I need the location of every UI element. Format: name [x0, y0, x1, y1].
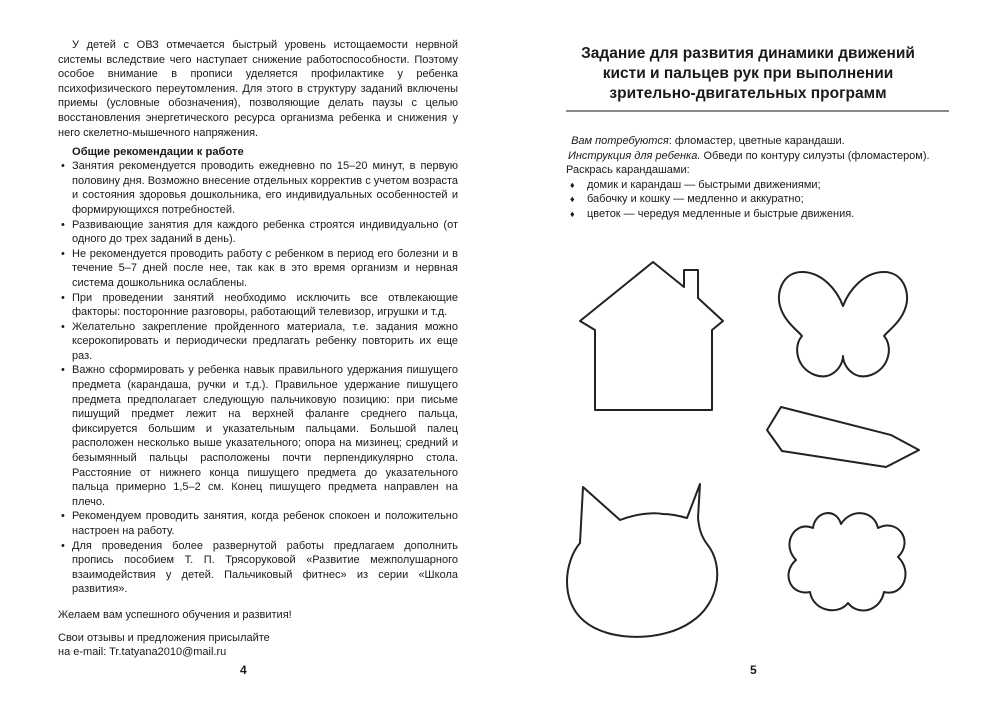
- pencil-shape[interactable]: [767, 407, 919, 467]
- intro-paragraph: У детей с ОВЗ отмечается быстрый уровень истощаемости нервной системы вследствие чего наступает снижение работоспособности. Поэтому особое внимание в прописи уделяется профилактике у ребенка психофизического переутомления. Для этого в структуру заданий включены приемы (условные обозначения), позволяющие делать паузы с целью восстановления энергетического ресурса организма ребенка и снижения у него скелетно-мышечного напряжения.: [58, 39, 458, 139]
- recommendation-item: • Желательно закрепление пройденного материала, т.е. задания можно ксерокопировать и периодически предлагать ребенку повторить их еще раз.: [58, 320, 458, 364]
- recommendation-item: • Важно сформировать у ребенка навык правильного удержания пишущего предмета (карандаша, ручки и т.д.). Правильное удержание пишущего предмета предполагает следующую пальчиковую позицию: при письме пишущий предмет лежит на верхней фаланге среднего пальца, фиксируется большим и указательным пальцами. Большой палец расположен несколько выше указательного; опора на мизинец; средний и безымянный пальцы расположены почти перпендикулярно стола. Расстояние от нижнего конца пишущего предмета до указательного пальца примерно 1,5–2 см. Конец пишущего предмета направлен на плечо.: [58, 363, 458, 509]
- page-number-left: 4: [240, 663, 247, 677]
- recommendation-item: • При проведении занятий необходимо исключить все отвлекающие факторы: посторонние разговоры, работающий телевизор, игрушки и т.д.: [58, 291, 458, 320]
- recommendation-item: • Рекомендуем проводить занятия, когда ребенок спокоен и положительно настроен на работу.: [58, 509, 458, 538]
- needs-value: : фломастер, цветные карандаши.: [668, 135, 845, 147]
- contact-email[interactable]: на e-mail: Tr.tatyana2010@mail.ru: [58, 646, 227, 659]
- shapes-canvas: [500, 0, 1000, 715]
- contact-line: Свои отзывы и предложения присылайте: [58, 631, 270, 644]
- recommendation-item: • Не рекомендуется проводить работу с ребенком в период его болезни и в течение 5–7 дней после нее, так как в это время организм и нервная система дошкольника ослаблены.: [58, 247, 458, 291]
- recommendation-item: • Развивающие занятия для каждого ребенка строятся индивидуально (от одного до трех заданий в день).: [58, 218, 458, 247]
- recommendation-item: • Занятия рекомендуется проводить ежедневно по 15–20 минут, в первую половину дня. Возможно внесение отдельных корректив с учетом возраста и состояния здоровья дошкольника, его индивидуальных особенностей и формирующихся потребностей.: [58, 159, 458, 217]
- flower-shape[interactable]: [789, 513, 906, 610]
- coloring-item: ♦ домик и карандаш — быстрыми движениями;: [568, 178, 950, 193]
- house-shape[interactable]: [580, 262, 723, 410]
- right-page: [500, 0, 1000, 715]
- wish-text: Желаем вам успешного обучения и развития!: [58, 608, 292, 621]
- task-title: Задание для развития динамики движений кисти и пальцев рук при выполнении зрительно-двигательных программ: [581, 45, 915, 102]
- instruction-value: Обведи по контуру силуэты (фломастером).: [700, 149, 930, 162]
- page-number-right: 5: [750, 663, 757, 677]
- recommendations-list: [58, 159, 458, 597]
- butterfly-shape[interactable]: [779, 272, 907, 376]
- instruction-label: Инструкция для ребенка.: [568, 149, 701, 162]
- cat-shape[interactable]: [567, 484, 717, 637]
- needs-label: Вам потребуются: [571, 135, 669, 147]
- recommendation-item: • Для проведения более развернутой работы предлагаем дополнить пропись пособием Т. П. Трясоруковой «Развитие межполушарного взаимодействия у детей. Пальчиковый фитнес» из серии «Школа развития».: [58, 539, 458, 597]
- coloring-item: ♦ цветок — чередуя медленные и быстрые движения.: [568, 207, 950, 222]
- coloring-item: ♦ бабочку и кошку — медленно и аккуратно;: [568, 192, 950, 207]
- coloring-label: Раскрась карандашами:: [566, 164, 690, 177]
- contact-block: [58, 631, 458, 660]
- recommendations-title: Общие рекомендации к работе: [72, 146, 244, 159]
